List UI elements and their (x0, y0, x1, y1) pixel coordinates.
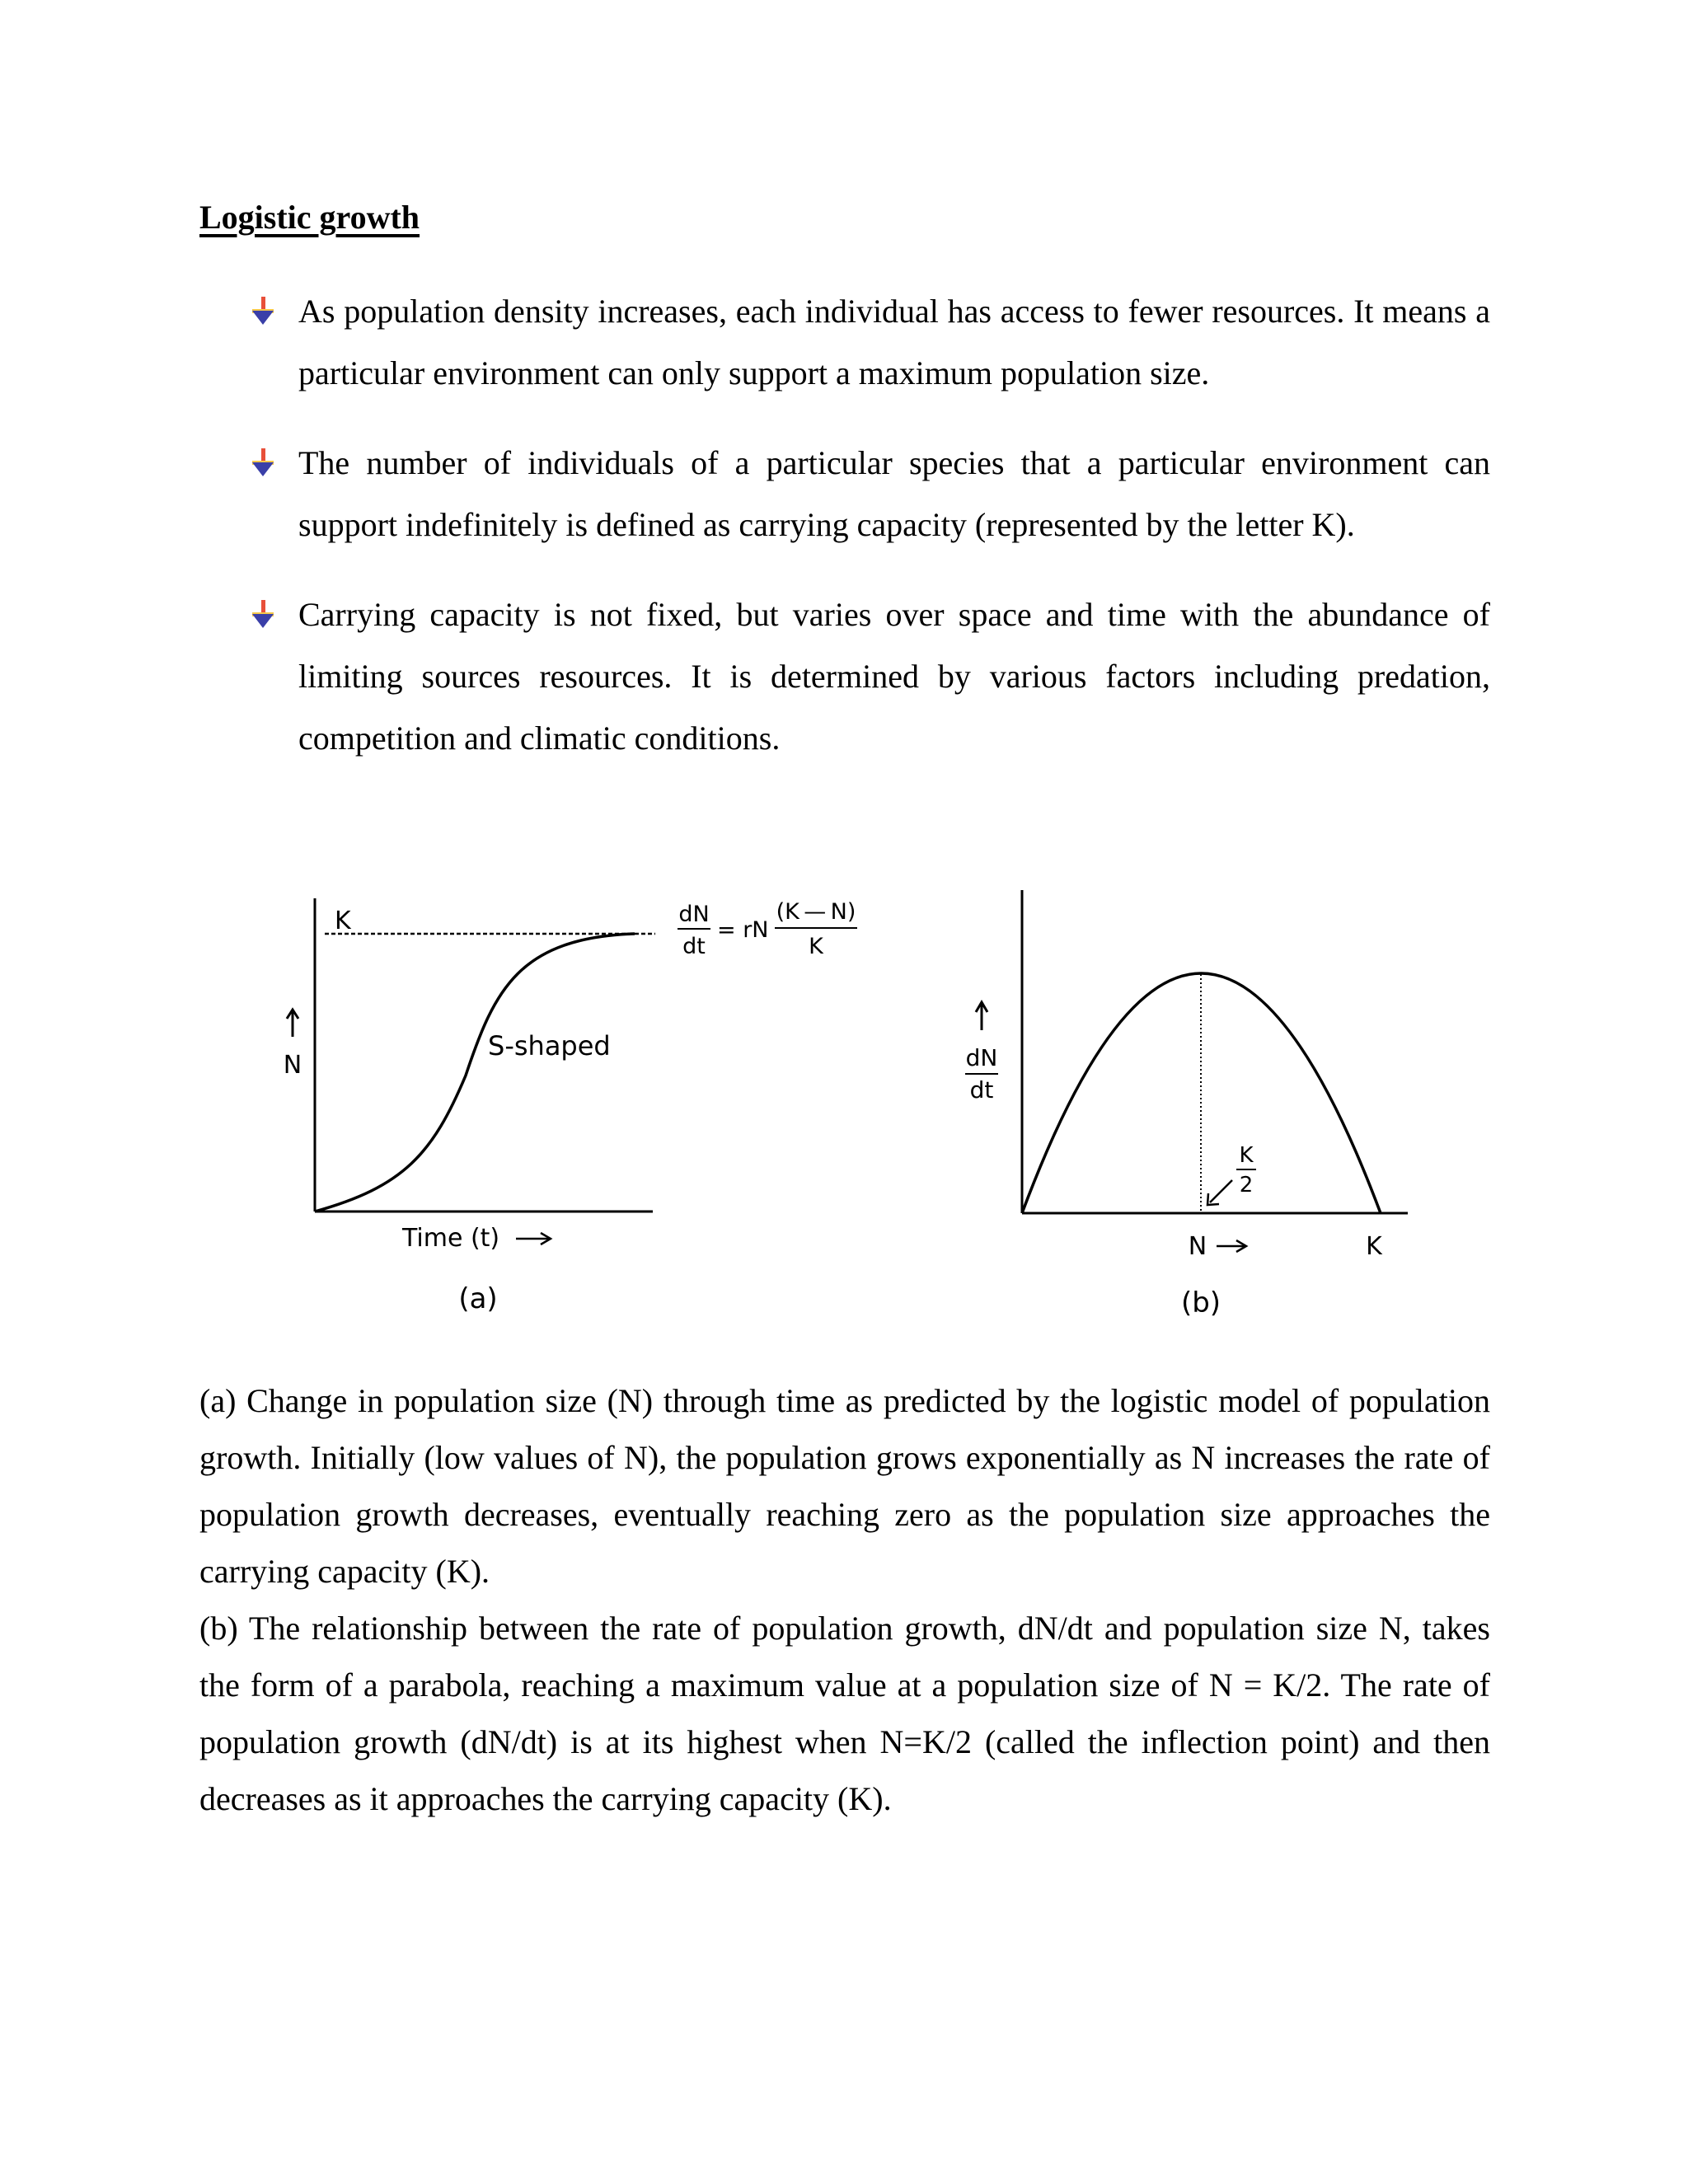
s-shaped-label: S-shaped (488, 1030, 611, 1062)
panel-b-label: (b) (1180, 1286, 1221, 1319)
half-k-num: K (1239, 1143, 1254, 1168)
panel-a (284, 898, 655, 1315)
eq-dt: dt (682, 934, 706, 959)
bullet-text: The number of individuals of a particular species that a particular environment can support indefinitely is defined as carrying capacity (represented by the letter K). (298, 444, 1490, 543)
eq-dn: dN (678, 902, 710, 927)
time-label: Time (t) (402, 1224, 500, 1253)
bullet-item (247, 280, 1490, 404)
k-label-b: K (1366, 1232, 1382, 1261)
arrow-down-icon (247, 598, 279, 630)
panel-a-label: (a) (458, 1282, 498, 1315)
bullet-item (247, 432, 1490, 555)
bullet-text: As population density increases, each individual has access to fewer resources. It means a particular environment can only support a maximum population size. (298, 293, 1490, 391)
half-k-den: 2 (1239, 1173, 1254, 1197)
logistic-equation (678, 899, 857, 959)
panel-b (965, 890, 1408, 1319)
diagonal-arrow-icon (1210, 1180, 1232, 1202)
dndt-den-b: dt (969, 1076, 994, 1104)
logistic-growth-figure (247, 857, 1467, 1335)
bullet-list (247, 280, 1490, 797)
s-shaped-curve (315, 934, 635, 1212)
eq-k-minus-n: (K — N) (776, 899, 856, 925)
eq-rn: = rN (717, 917, 769, 943)
figure-svg (247, 857, 1467, 1335)
caption-a: (a) Change in population size (N) through time as predicted by the logistic model of population growth. Initially (low values of N), the population grows exponentially as N increases the rate of population growth decreases, eventually reaching zero as the population size approaches the carrying capacity (K). (199, 1382, 1490, 1590)
k-label-a: K (335, 907, 351, 935)
bullet-item (247, 583, 1490, 769)
dndt-num-b: dN (965, 1044, 998, 1071)
arrow-down-icon (247, 295, 279, 326)
eq-k: K (809, 934, 823, 959)
caption-b: (b) The relationship between the rate of population growth, dN/dt and population size N, takes the form of a parabola, reaching a maximum value at a population size of N = K/2. The rate of population growth (dN/dt) is at its highest when N=K/2 (called the inflection point) and then decreases as it approaches the carrying capacity (K). (199, 1610, 1490, 1817)
section-heading: Logistic growth (199, 199, 420, 236)
arrow-down-icon (247, 447, 279, 478)
bullet-text: Carrying capacity is not fixed, but varies over space and time with the abundance of limiting sources resources. It is determined by various factors including predation, competition and climatic conditions. (298, 596, 1490, 757)
n-label-b: N (1188, 1232, 1207, 1261)
n-label-a: N (283, 1051, 302, 1080)
figure-caption (199, 1372, 1490, 1827)
